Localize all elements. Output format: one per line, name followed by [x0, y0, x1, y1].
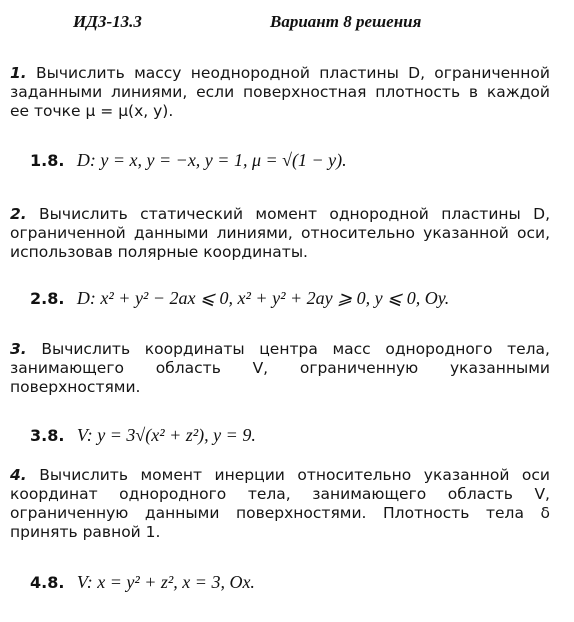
- task-description: Вычислить координаты центра масс однородного тела, занимающего область V, ограниченную указанными поверхностями.: [10, 340, 550, 396]
- task-number: 1.: [10, 64, 27, 82]
- formula-number: 4.8.: [30, 573, 65, 592]
- variant-title: Вариант 8 решения: [270, 12, 422, 31]
- task-number: 3.: [10, 340, 27, 358]
- task-2-formula: [30, 288, 449, 309]
- formula-number: 3.8.: [30, 426, 65, 445]
- task-1-formula: [30, 150, 347, 171]
- task-description: Вычислить момент инерции относительно указанной оси координат однородного тела, занимающего область V, ограниченную данными поверхностями. Плотность тела δ принять равной 1.: [10, 466, 550, 541]
- formula-expression: V: y = 3√(x² + z²), y = 9.: [76, 425, 256, 445]
- formula-expression: D: x² + y² − 2ax ⩽ 0, x² + y² + 2ay ⩾ 0, y ⩽ 0, Oy.: [76, 288, 450, 308]
- task-4-formula: [30, 572, 255, 593]
- task-description: Вычислить массу неоднородной пластины D, ограниченной заданными линиями, если поверхностная плотность в каждой ее точке μ = μ(x, y).: [10, 64, 550, 120]
- task-number: 2.: [10, 205, 27, 223]
- formula-number: 2.8.: [30, 289, 65, 308]
- task-1-text: [10, 64, 550, 121]
- task-3-text: [10, 340, 550, 397]
- assignment-title: ИДЗ-13.3: [73, 12, 142, 31]
- formula-number: 1.8.: [30, 151, 65, 170]
- task-2-text: [10, 205, 550, 262]
- task-description: Вычислить статический момент однородной пластины D, ограниченной данными линиями, относительно указанной оси, использовав полярные координаты.: [10, 205, 550, 261]
- task-number: 4.: [10, 466, 27, 484]
- formula-expression: D: y = x, y = −x, y = 1, μ = √(1 − y).: [76, 150, 347, 170]
- task-4-text: [10, 466, 550, 542]
- formula-expression: V: x = y² + z², x = 3, Ox.: [76, 572, 255, 592]
- task-3-formula: [30, 425, 256, 446]
